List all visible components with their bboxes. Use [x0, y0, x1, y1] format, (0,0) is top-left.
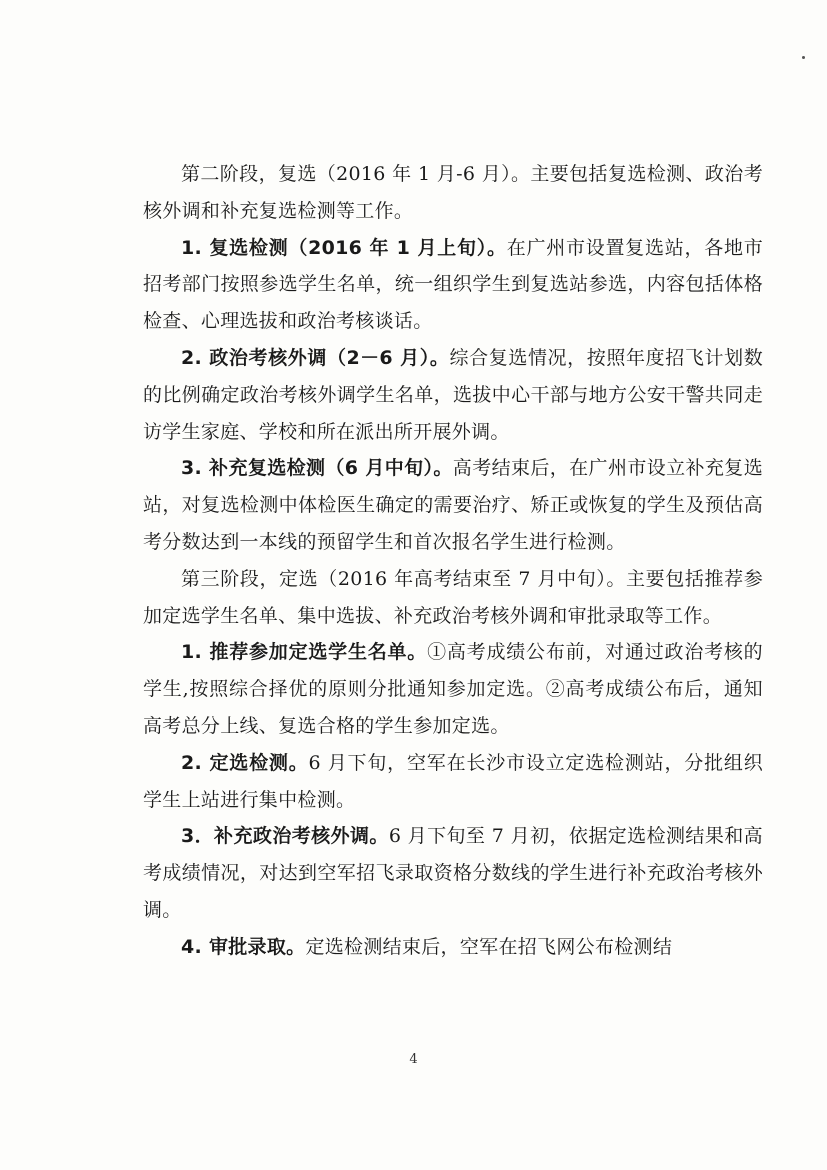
scan-speck — [802, 56, 805, 59]
paragraph-text: 在广州市设置复选站，各地市招考部门按照参选学生名单，统一组织学生到复选站参选，内容包括体格检查、心理选拔和政治考核谈话。 — [143, 236, 763, 333]
paragraph-text: 高考结束后，在广州市设立补充复选站，对复选检测中体检医生确定的需要治疗、矫正或恢复的学生及预估高考分数达到一本线的预留学生和首次报名学生进行检测。 — [143, 457, 763, 553]
paragraph-heading: 3. 补充复选检测（6 月中旬）。 — [181, 457, 453, 480]
paragraph-heading: 2. 定选检测。 — [181, 751, 309, 774]
paragraph-stage-three-intro — [143, 561, 763, 635]
paragraph-text: 6 月下旬至 7 月初，依据定选检测结果和高考成绩情况，对达到空军招飞录取资格分数线的学生进行补充政治考核外调。 — [143, 825, 763, 921]
paragraph-stage-two-intro — [143, 156, 763, 230]
document-body — [143, 156, 763, 966]
paragraph-final-test — [143, 745, 763, 819]
paragraph-heading: 3．补充政治考核外调。 — [181, 825, 389, 848]
paragraph-heading: 4. 审批录取。 — [181, 935, 306, 958]
paragraph-approval-admission — [143, 929, 763, 966]
paragraph-text: ①高考成绩公布前，对通过政治考核的学生,按照综合择优的原则分批通知参加定选。②高考成绩公布后，通知高考总分上线、复选合格的学生参加定选。 — [143, 641, 763, 737]
paragraph-heading: 2. 政治考核外调（2－6 月）。 — [181, 346, 450, 369]
paragraph-supplementary-political — [143, 818, 763, 928]
paragraph-text: 第二阶段，复选（2016 年 1 月-6 月）。主要包括复选检测、政治考核外调和补充复选检测等工作。 — [143, 163, 763, 222]
paragraph-text: 综合复选情况，按照年度招飞计划数的比例确定政治考核外调学生名单，选拔中心干部与地方公安干警共同走访学生家庭、学校和所在派出所开展外调。 — [143, 346, 763, 443]
paragraph-supplementary-recheck — [143, 450, 763, 560]
paragraph-text: 6 月下旬，空军在长沙市设立定选检测站，分批组织学生上站进行集中检测。 — [143, 751, 763, 811]
paragraph-text: 定选检测结束后，空军在招飞网公布检测结 — [305, 935, 673, 958]
paragraph-recheck-test — [143, 230, 763, 340]
page-number: 4 — [409, 1052, 418, 1067]
paragraph-recommend-list — [143, 634, 763, 744]
paragraph-heading: 1. 复选检测（2016 年 1 月上旬）。 — [181, 236, 507, 259]
paragraph-heading: 1. 推荐参加定选学生名单。 — [181, 641, 428, 664]
paragraph-text: 第三阶段，定选（2016 年高考结束至 7 月中旬）。主要包括推荐参加定选学生名单、集中选拔、补充政治考核外调和审批录取等工作。 — [143, 567, 763, 627]
paragraph-political-review — [143, 340, 763, 450]
